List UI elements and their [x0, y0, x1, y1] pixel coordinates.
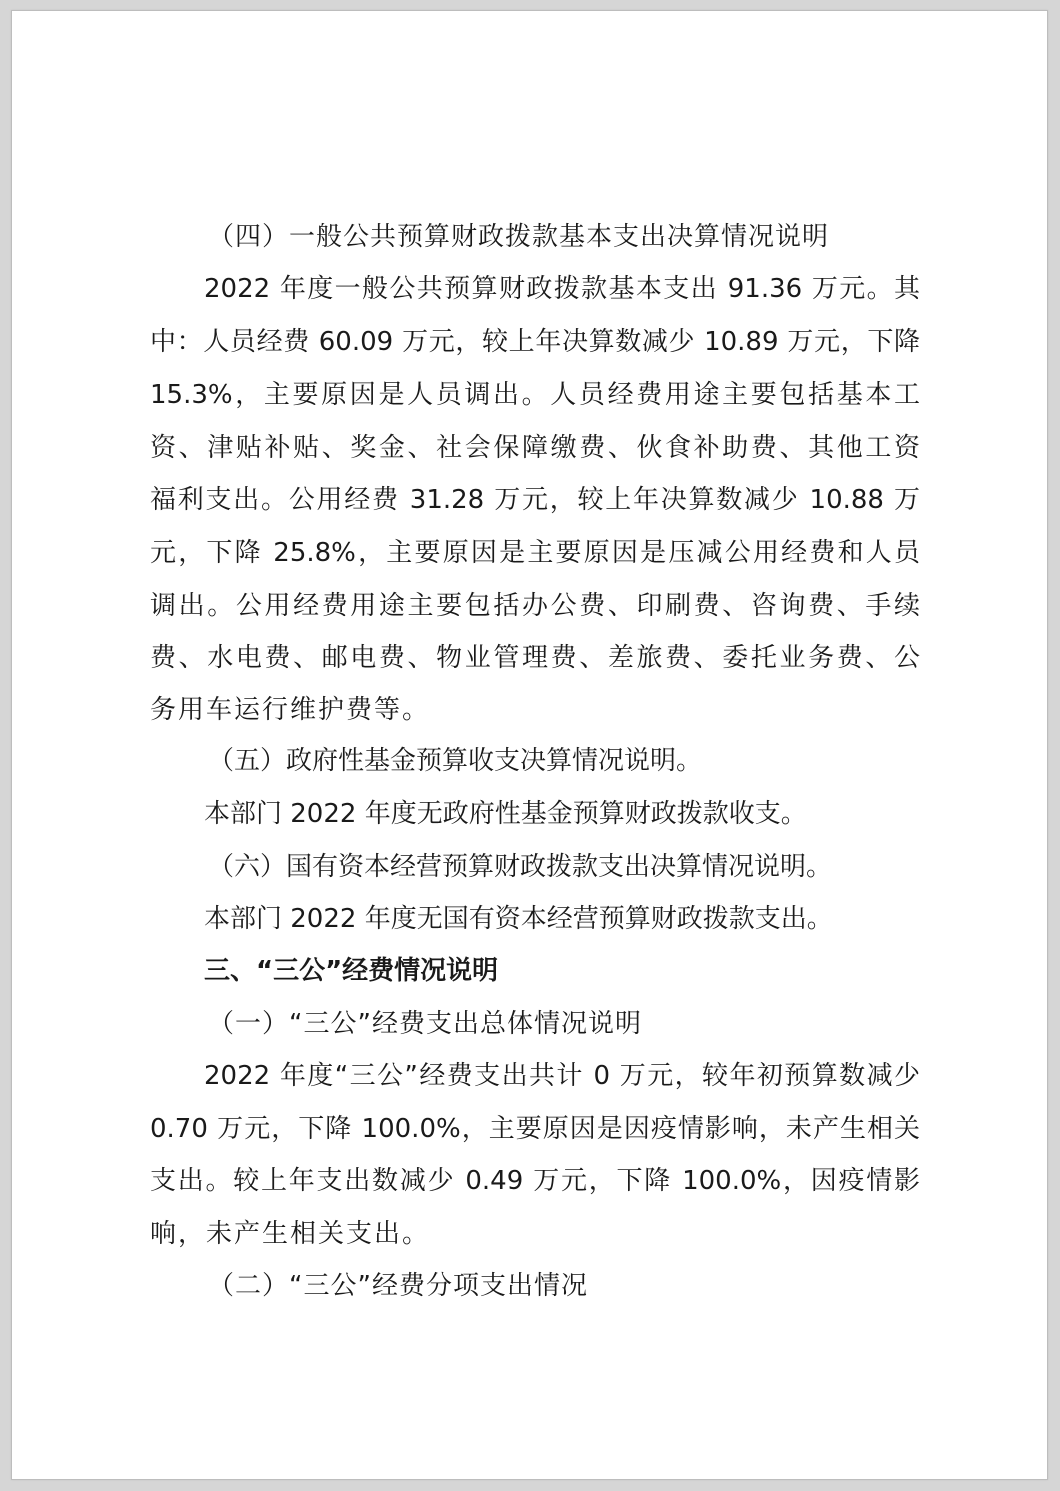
- paragraph-line: 中：人员经费 60.09 万元，较上年决算数减少 10.89 万元，下降: [150, 327, 920, 357]
- paragraph-line: 费、水电费、邮电费、物业管理费、差旅费、委托业务费、公: [150, 643, 920, 673]
- paragraph-line: 2022 年度一般公共预算财政拨款基本支出 91.36 万元。其: [204, 274, 920, 304]
- paragraph-line: 元，下降 25.8%，主要原因是主要原因是压减公用经费和人员: [150, 538, 920, 568]
- section-heading-5: （五）政府性基金预算收支决算情况说明。: [208, 746, 703, 776]
- document-page: [11, 10, 1048, 1480]
- paragraph-line: 本部门 2022 年度无国有资本经营预算财政拨款支出。: [204, 904, 833, 934]
- subsection-heading-2: （二）“三公”经费分项支出情况: [208, 1271, 588, 1301]
- paragraph-line: 资、津贴补贴、奖金、社会保障缴费、伙食补助费、其他工资: [150, 433, 920, 463]
- section-heading-6: （六）国有资本经营预算财政拨款支出决算情况说明。: [208, 852, 833, 882]
- subsection-heading-1: （一）“三公”经费支出总体情况说明: [208, 1009, 642, 1039]
- paragraph-line: 15.3%，主要原因是人员调出。人员经费用途主要包括基本工: [150, 380, 920, 410]
- paragraph-line: 务用车运行维护费等。: [150, 695, 431, 725]
- paragraph-line: 响，未产生相关支出。: [150, 1219, 431, 1249]
- chapter-heading-3: 三、“三公”经费情况说明: [204, 956, 499, 986]
- section-heading-4: （四）一般公共预算财政拨款基本支出决算情况说明: [208, 222, 830, 252]
- paragraph-line: 调出。公用经费用途主要包括办公费、印刷费、咨询费、手续: [150, 591, 920, 621]
- paragraph-line: 本部门 2022 年度无政府性基金预算财政拨款收支。: [204, 799, 807, 829]
- paragraph-line: 支出。较上年支出数减少 0.49 万元，下降 100.0%，因疫情影: [150, 1166, 920, 1196]
- paragraph-line: 2022 年度“三公”经费支出共计 0 万元，较年初预算数减少: [204, 1061, 920, 1091]
- paragraph-line: 福利支出。公用经费 31.28 万元，较上年决算数减少 10.88 万: [150, 485, 920, 515]
- paragraph-line: 0.70 万元，下降 100.0%，主要原因是因疫情影响，未产生相关: [150, 1114, 920, 1144]
